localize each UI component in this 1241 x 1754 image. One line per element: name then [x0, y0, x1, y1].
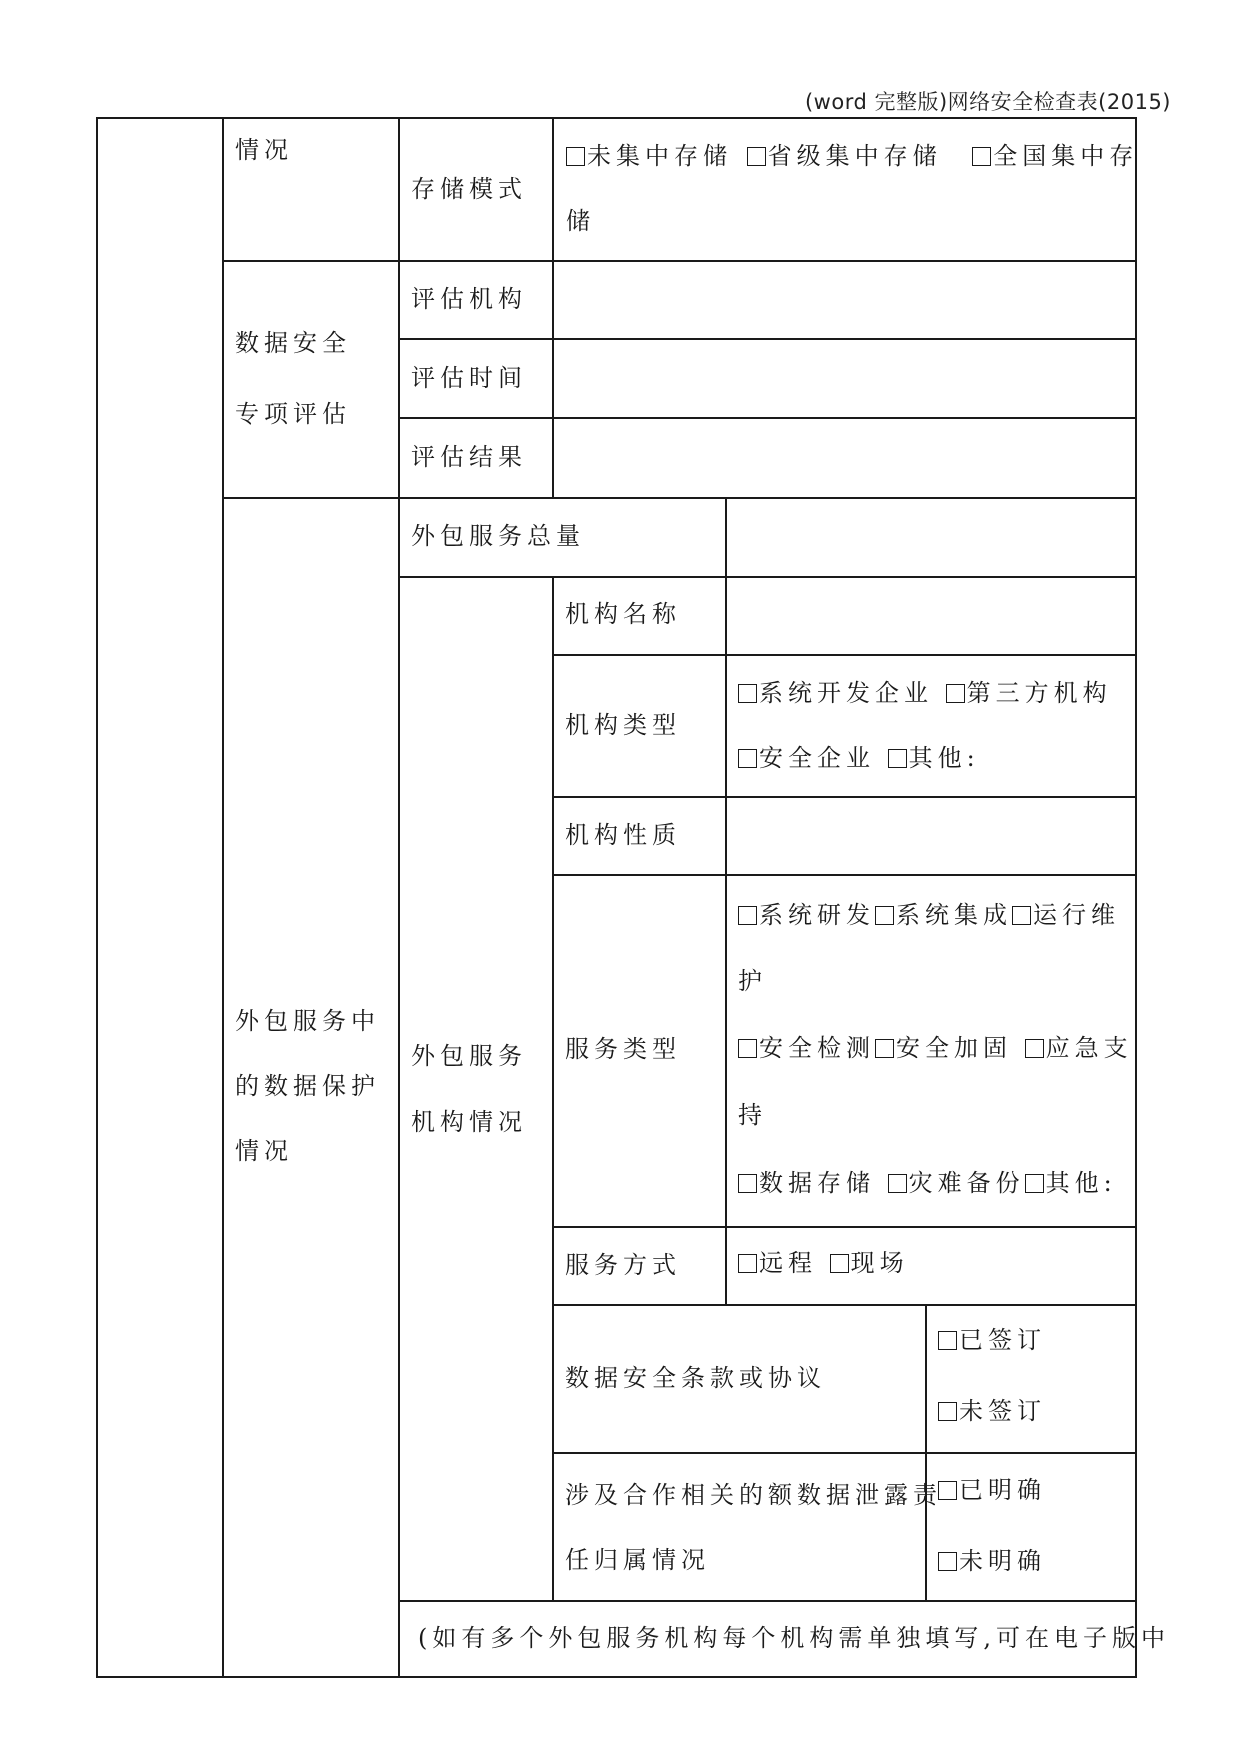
outsourcing-total-label: 外包服务总量	[411, 522, 585, 550]
service-type-continuation-1: 护	[738, 967, 767, 995]
checkbox[interactable]	[566, 147, 585, 166]
checkbox[interactable]	[738, 1174, 757, 1193]
service-type-options-line3: 数据存储 灾难备份 其他:	[738, 1170, 1117, 1196]
assessment-section-line2: 专项评估	[235, 400, 351, 428]
assessment-time-field[interactable]	[556, 341, 1132, 415]
checkbox[interactable]	[1025, 1039, 1044, 1058]
service-type-label: 服务类型	[565, 1035, 681, 1063]
assessment-section-line1: 数据安全	[235, 329, 351, 357]
checkbox[interactable]	[738, 684, 757, 703]
assessment-time-label: 评估时间	[411, 364, 527, 392]
checkbox[interactable]	[888, 1174, 907, 1193]
org-type-label: 机构类型	[565, 711, 681, 739]
outsourcing-section-line3: 情况	[235, 1137, 293, 1165]
checkbox[interactable]	[830, 1254, 849, 1273]
org-name-field[interactable]	[729, 579, 1132, 652]
clause-option-signed: 已签订	[938, 1327, 1046, 1353]
liability-label-line1: 涉及合作相关的额数据泄露责	[565, 1481, 942, 1509]
service-type-continuation-2: 持	[738, 1101, 767, 1129]
checkbox[interactable]	[938, 1331, 957, 1350]
checkbox[interactable]	[875, 906, 894, 925]
checkbox[interactable]	[747, 147, 766, 166]
org-nature-field[interactable]	[729, 799, 1132, 872]
checkbox[interactable]	[938, 1481, 957, 1500]
assessment-org-label: 评估机构	[411, 285, 527, 313]
org-name-label: 机构名称	[565, 600, 681, 628]
org-type-options-line1: 系统开发企业 第三方机构	[738, 680, 1112, 706]
outsourcing-section-line1: 外包服务中	[235, 1007, 380, 1035]
storage-section-label: 情况	[235, 136, 293, 164]
clause-option-unsigned: 未签订	[938, 1398, 1046, 1424]
storage-option-continuation: 储	[566, 207, 595, 235]
service-type-options-line1: 系统研发 系统集成 运行维	[738, 902, 1120, 928]
outsourcing-org-section-line1: 外包服务	[411, 1042, 527, 1070]
liability-option-unclear: 未明确	[938, 1548, 1046, 1574]
service-mode-label: 服务方式	[565, 1251, 681, 1279]
checkbox[interactable]	[938, 1402, 957, 1421]
clause-label: 数据安全条款或协议	[565, 1364, 826, 1392]
org-nature-label: 机构性质	[565, 821, 681, 849]
checkbox[interactable]	[888, 749, 907, 768]
outsourcing-note: (如有多个外包服务机构每个机构需单独填写,可在电子版中	[418, 1624, 1170, 1652]
liability-label-line2: 任归属情况	[565, 1546, 710, 1574]
checkbox[interactable]	[738, 906, 757, 925]
checkbox[interactable]	[938, 1552, 957, 1571]
checkbox[interactable]	[946, 684, 965, 703]
outsourcing-org-section-line2: 机构情况	[411, 1108, 527, 1136]
assessment-org-field[interactable]	[556, 263, 1132, 336]
checkbox[interactable]	[738, 749, 757, 768]
document-header: (word 完整版)网络安全检查表(2015)	[804, 90, 1171, 114]
checkbox[interactable]	[1012, 906, 1031, 925]
outsourcing-total-field[interactable]	[729, 500, 1132, 574]
checkbox[interactable]	[972, 147, 991, 166]
checkbox[interactable]	[738, 1254, 757, 1273]
assessment-result-field[interactable]	[556, 420, 1132, 495]
org-type-options-line2: 安全企业 其他:	[738, 745, 980, 771]
service-mode-options: 远程 现场	[738, 1250, 909, 1276]
outsourcing-section-line2: 的数据保护	[235, 1072, 380, 1100]
service-type-options-line2: 安全检测 安全加固 应急支	[738, 1035, 1133, 1061]
checkbox[interactable]	[738, 1039, 757, 1058]
liability-option-clear: 已明确	[938, 1477, 1046, 1503]
checkbox[interactable]	[1025, 1174, 1044, 1193]
storage-mode-options: 未集中存储 省级集中存储 全国集中存	[566, 143, 1138, 169]
checkbox[interactable]	[875, 1039, 894, 1058]
storage-mode-label: 存储模式	[411, 175, 527, 203]
assessment-result-label: 评估结果	[411, 443, 527, 471]
